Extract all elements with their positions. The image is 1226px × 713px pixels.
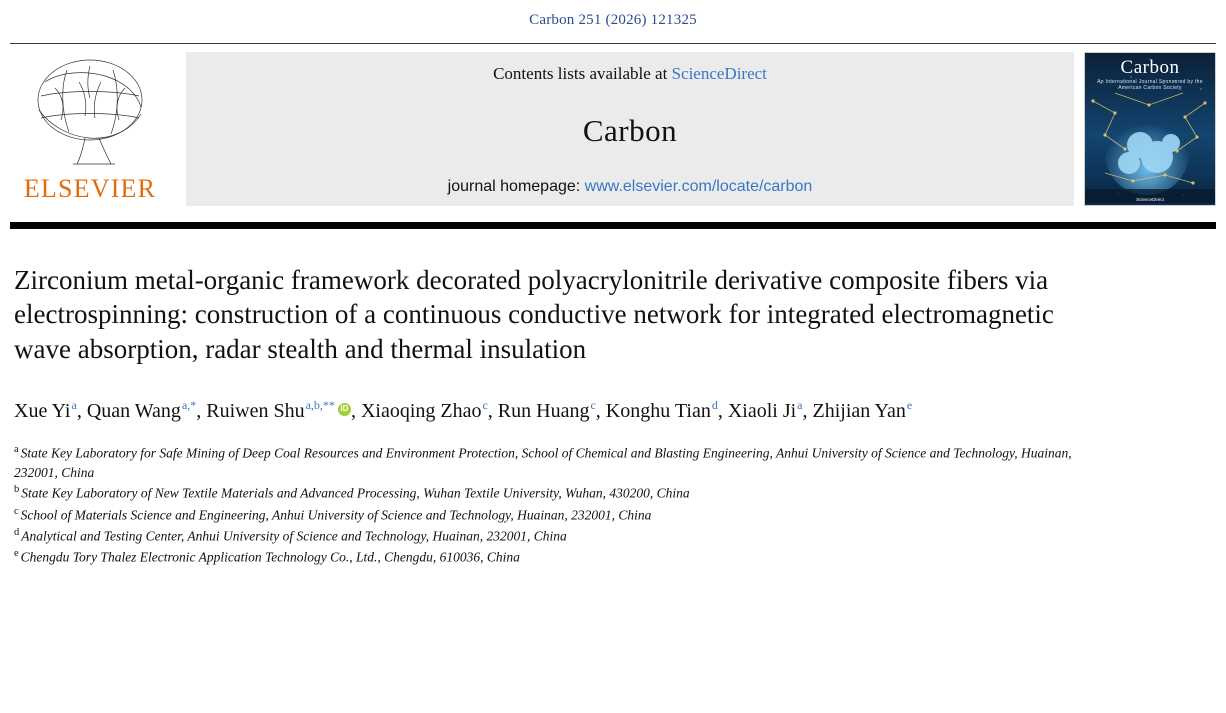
- affiliation-marker: e: [14, 547, 19, 559]
- author-list: Xue Yi$^a$, Quan Wang$^{a,*}$, Ruiwen Shu$^{a,b,**}$ iD , Xiaoqing Zhao$^c$, Run Huang$^c$, Konghu Tian$^d$, Xiaoli Ji$^a$, Zhijian Yan$^e$: [14, 396, 1084, 426]
- author-name: Konghu Tian: [605, 399, 711, 422]
- orcid-icon[interactable]: [338, 403, 351, 416]
- affiliation-text: Analytical and Testing Center, Anhui University of Science and Technology, Huainan, 232001, China: [21, 528, 567, 544]
- author-affiliation-marker: a: [71, 398, 77, 413]
- cover-subtitle: An International Journal Sponsored by the American Carbon Society: [1097, 79, 1203, 91]
- masthead-rule: [10, 222, 1216, 229]
- page-title: Zirconium metal-organic framework decorated polyacrylonitrile derivative composite fibers via electrospinning: construction of a continuous conductive network for integrated electromagnetic wave absorption, radar stealth and thermal insulation: [14, 265, 1054, 364]
- homepage-line: [448, 178, 813, 196]
- author-affiliation-marker: e: [906, 398, 913, 413]
- cover-title: Carbon: [1120, 57, 1180, 78]
- author-name: Zhijian Yan: [812, 399, 906, 422]
- author-name: Quan Wang: [86, 399, 181, 422]
- affiliation-marker: c: [14, 505, 19, 517]
- affiliation-text: State Key Laboratory of New Textile Materials and Advanced Processing, Wuhan Textile University, Wuhan, 430200, China: [21, 485, 690, 501]
- author-name: Xiaoli Ji: [727, 399, 797, 422]
- affiliation-item: [14, 525, 1074, 546]
- affiliation-marker: b: [14, 484, 20, 496]
- affiliation-text: State Key Laboratory for Safe Mining of Deep Coal Resources and Environment Protection, School of Chemical and Blasting Engineering, Anhui University of Science and Technology, Huainan, 232001, China: [14, 445, 1072, 480]
- author-affiliation-marker: a,b,**: [305, 398, 335, 413]
- author-affiliation-marker: c: [590, 398, 596, 413]
- affiliation-item: [14, 482, 1074, 503]
- journal-cover-image: [1084, 52, 1216, 206]
- author-name: Xue Yi: [14, 399, 71, 422]
- journal-homepage-link[interactable]: www.elsevier.com/locate/carbon: [584, 178, 813, 195]
- author-name: Ruiwen Shu: [206, 399, 305, 422]
- contents-line: [493, 64, 767, 84]
- contents-prefix: Contents lists available at: [493, 64, 668, 83]
- affiliation-list: [14, 442, 1074, 567]
- article-header: [0, 229, 1226, 567]
- affiliation-text: School of Materials Science and Engineering, Anhui University of Science and Technology, Huainan, 232001, China: [20, 507, 652, 523]
- elsevier-logo: [10, 44, 170, 214]
- author-affiliation-marker: a: [797, 398, 803, 413]
- affiliation-item: [14, 442, 1074, 483]
- elsevier-tree-icon: [15, 52, 165, 172]
- author-affiliation-marker: c: [482, 398, 488, 413]
- affiliation-text: Chengdu Tory Thalez Electronic Application Technology Co., Ltd., Chengdu, 610036, China: [20, 549, 520, 565]
- journal-banner: [186, 52, 1074, 206]
- affiliation-item: [14, 546, 1074, 567]
- affiliation-marker: a: [14, 443, 19, 455]
- affiliation-marker: d: [14, 526, 20, 538]
- sciencedirect-link[interactable]: ScienceDirect: [671, 64, 767, 83]
- author-name: Run Huang: [497, 399, 590, 422]
- elsevier-wordmark: ELSEVIER: [23, 174, 157, 203]
- author-affiliation-marker: d: [711, 398, 718, 413]
- cover-bottom-label: ScienceDirect: [1136, 197, 1164, 202]
- journal-title: Carbon: [582, 113, 678, 148]
- running-head: Carbon 251 (2026) 121325: [529, 12, 697, 28]
- author-affiliation-marker: a,*: [181, 398, 197, 413]
- homepage-prefix: journal homepage:: [447, 178, 581, 195]
- author-name: Xiaoqing Zhao: [360, 399, 482, 422]
- journal-masthead: [10, 43, 1216, 214]
- affiliation-item: [14, 504, 1074, 525]
